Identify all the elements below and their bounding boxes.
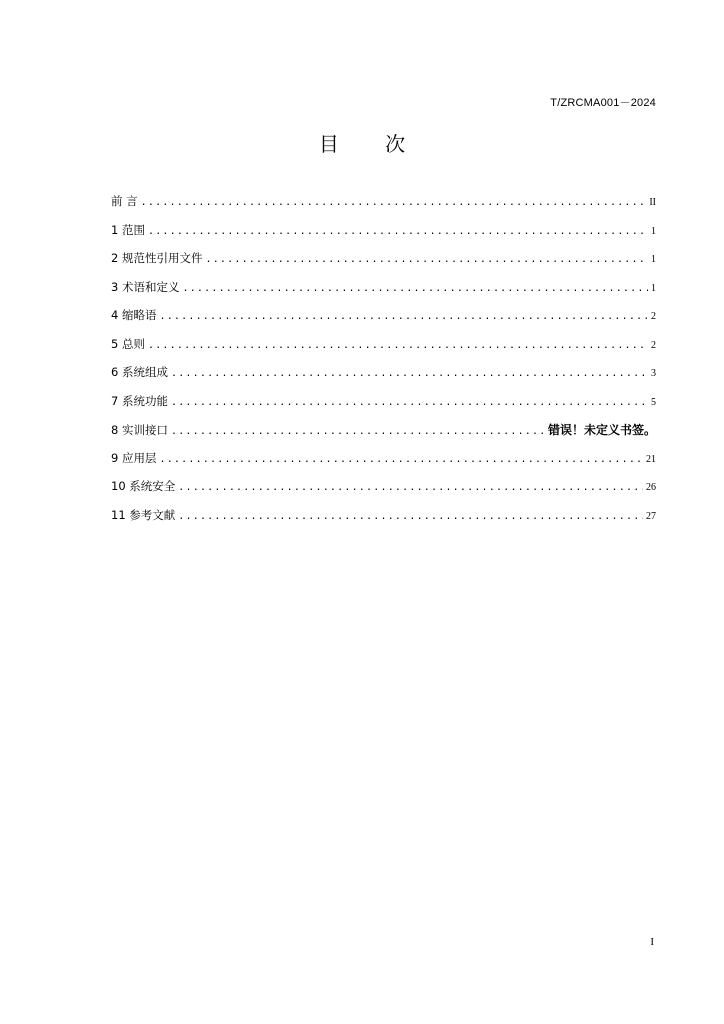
toc-entry-terms-definitions[interactable] — [111, 279, 656, 308]
toc-entry-label: 5 总则 — [111, 336, 145, 351]
toc-leader-dots — [159, 454, 643, 465]
toc-entry-label: 7 系统功能 — [111, 393, 168, 408]
toc-leader-dots — [141, 197, 647, 208]
toc-leader-dots — [171, 397, 648, 408]
toc-leader-dots — [171, 368, 648, 379]
toc-entry-scope[interactable] — [111, 222, 656, 251]
toc-entry-label: 6 系统组成 — [111, 365, 168, 379]
toc-entry-label: 8 实训接口 — [111, 423, 168, 437]
toc-entry-page: 5 — [651, 396, 656, 408]
toc-entry-label: 3 术语和定义 — [111, 279, 180, 294]
toc-entry-system-composition[interactable] — [111, 364, 656, 393]
toc-entry-general[interactable] — [111, 336, 656, 365]
toc-entry-label: 2 规范性引用文件 — [111, 251, 203, 265]
toc-leader-dots — [178, 511, 643, 522]
toc-entry-page: 21 — [646, 453, 656, 465]
toc-entry-label: 4 缩略语 — [111, 308, 157, 322]
toc-entry-system-functions[interactable] — [111, 393, 656, 422]
toc-entry-foreword[interactable] — [111, 193, 656, 222]
toc-entry-page: 2 — [651, 311, 656, 322]
toc-entry-page: 3 — [651, 368, 656, 379]
toc-entry-page: 27 — [646, 510, 656, 522]
table-of-contents — [111, 193, 656, 535]
toc-leader-dots — [182, 283, 648, 294]
toc-leader-dots — [159, 311, 648, 322]
toc-leader-dots — [178, 482, 643, 493]
toc-entry-label: 前 言 — [111, 194, 138, 208]
toc-entry-label: 9 应用层 — [111, 450, 157, 465]
toc-entry-references[interactable] — [111, 507, 656, 536]
toc-entry-application-layer[interactable] — [111, 450, 656, 479]
toc-leader-dots — [205, 254, 648, 265]
toc-entry-system-security[interactable] — [111, 478, 656, 507]
toc-entry-normative-references[interactable] — [111, 250, 656, 279]
toc-entry-page: 1 — [651, 254, 656, 265]
toc-entry-page-error: 错误！未定义书签。 — [547, 423, 656, 437]
toc-entry-page: 2 — [651, 339, 656, 351]
toc-entry-page: 26 — [646, 482, 656, 493]
toc-entry-page: 1 — [651, 225, 656, 237]
toc-leader-dots — [171, 426, 545, 437]
toc-entry-label: 10 系统安全 — [111, 479, 176, 493]
toc-leader-dots — [148, 340, 648, 351]
toc-entry-page: II — [649, 197, 656, 208]
toc-leader-dots — [148, 226, 648, 237]
page-number: I — [650, 936, 654, 948]
toc-entry-abbreviations[interactable] — [111, 307, 656, 336]
document-code: T/ZRCMA001－2024 — [550, 97, 656, 109]
toc-entry-label: 1 范围 — [111, 222, 145, 237]
toc-entry-page: 1 — [651, 282, 656, 294]
toc-title: 目 次 — [318, 132, 426, 156]
toc-entry-label: 11 参考文献 — [111, 507, 176, 522]
toc-entry-training-interface[interactable] — [111, 421, 656, 450]
